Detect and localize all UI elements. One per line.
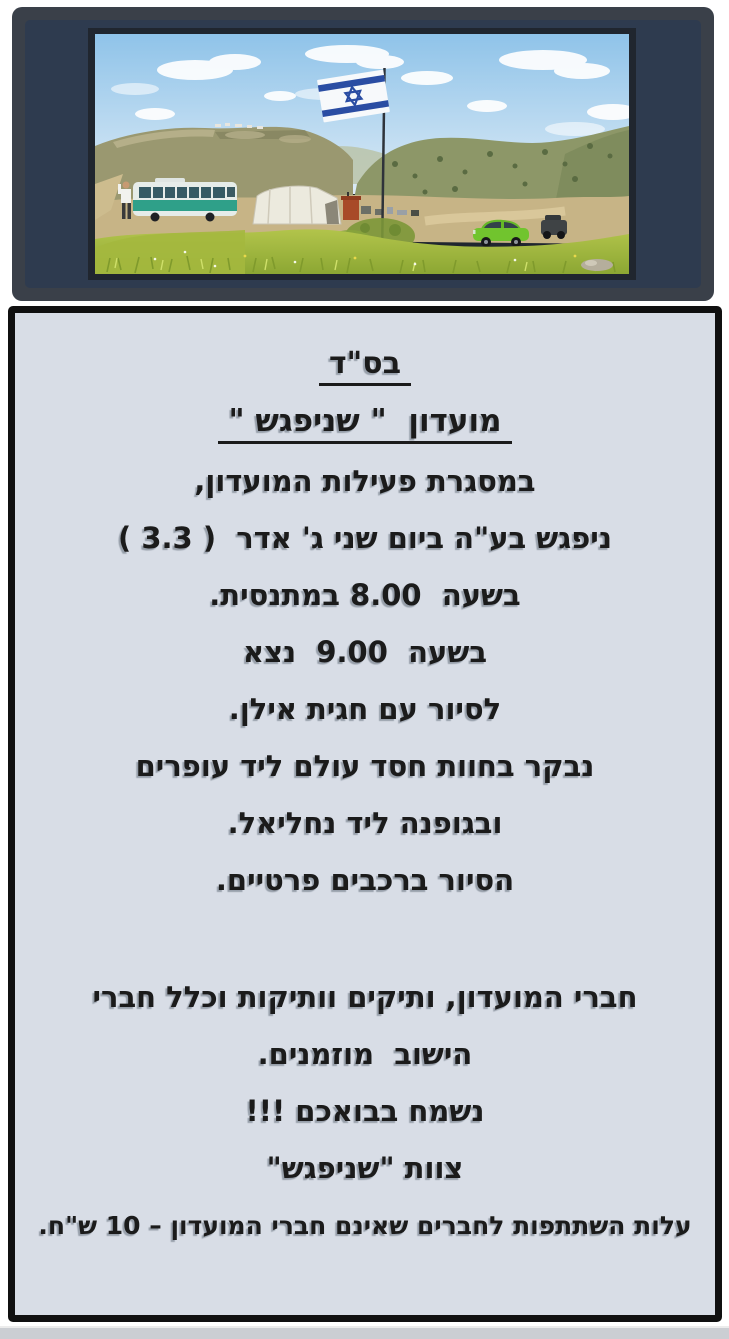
flyer-line-4 — [15, 510, 715, 567]
flyer-line-text: חברי המועדון, ותיקים וותיקות וכלל חברי — [92, 980, 638, 1014]
flyer-line-text: ניפגש בע"ה ביום שני ג' אדר ( 3.3 ) — [118, 521, 612, 555]
flyer-line-text: הישוב מוזמנים. — [257, 1037, 473, 1071]
flyer-line-10 — [15, 852, 715, 909]
flyer-line-text: נבקר בחוות חסד עולם ליד עופרים — [135, 749, 595, 783]
flyer-line-7 — [15, 681, 715, 738]
flyer-line-text: צוות "שניפגש" — [266, 1151, 464, 1185]
flyer-line-15 — [15, 1140, 715, 1197]
flyer-line-text: מועדון " שניפגש " — [218, 406, 511, 444]
flyer-line-16 — [15, 1197, 715, 1254]
flyer-line-13 — [15, 1026, 715, 1083]
flyer-line-text: במסגרת פעילות המועדון, — [194, 464, 536, 498]
flyer-line-text: בס"ד — [319, 349, 411, 386]
rock — [581, 259, 613, 271]
flyer-line-1 — [15, 339, 715, 396]
photo-frame — [12, 7, 714, 301]
flyer-line-text: בשעה 8.00 במתנסית. — [209, 578, 521, 612]
event-photo — [95, 34, 629, 274]
flyer-line-6 — [15, 624, 715, 681]
bottom-page-edge — [0, 1326, 729, 1339]
flyer-line-14 — [15, 1083, 715, 1140]
flyer-line-2 — [15, 396, 715, 453]
flyer-line-12 — [15, 969, 715, 1026]
flyer-line-8 — [15, 738, 715, 795]
flyer-line-text: נשמח בבואכם !!! — [245, 1094, 485, 1128]
flyer-line-text: עלות השתתפות לחברים שאינם חברי המועדון – 10 ש"ח. — [38, 1211, 692, 1240]
flyer-lines — [15, 313, 715, 1254]
flyer-line-3 — [15, 453, 715, 510]
flyer-line-9 — [15, 795, 715, 852]
tour-bus — [133, 178, 237, 222]
flyer-panel — [8, 306, 722, 1322]
flyer-line-5 — [15, 567, 715, 624]
flyer-line-text: ובגופנה ליד נחליאל. — [227, 806, 503, 840]
flyer-line-text: בשעה 9.00 נצא — [242, 635, 488, 669]
flyer-spacer — [15, 909, 715, 969]
flyer-line-text: הסיור ברכבים פרטיים. — [215, 863, 515, 897]
photo-inner-border — [88, 28, 636, 280]
flyer-line-text: לסיור עם חגית אילן. — [228, 692, 502, 726]
